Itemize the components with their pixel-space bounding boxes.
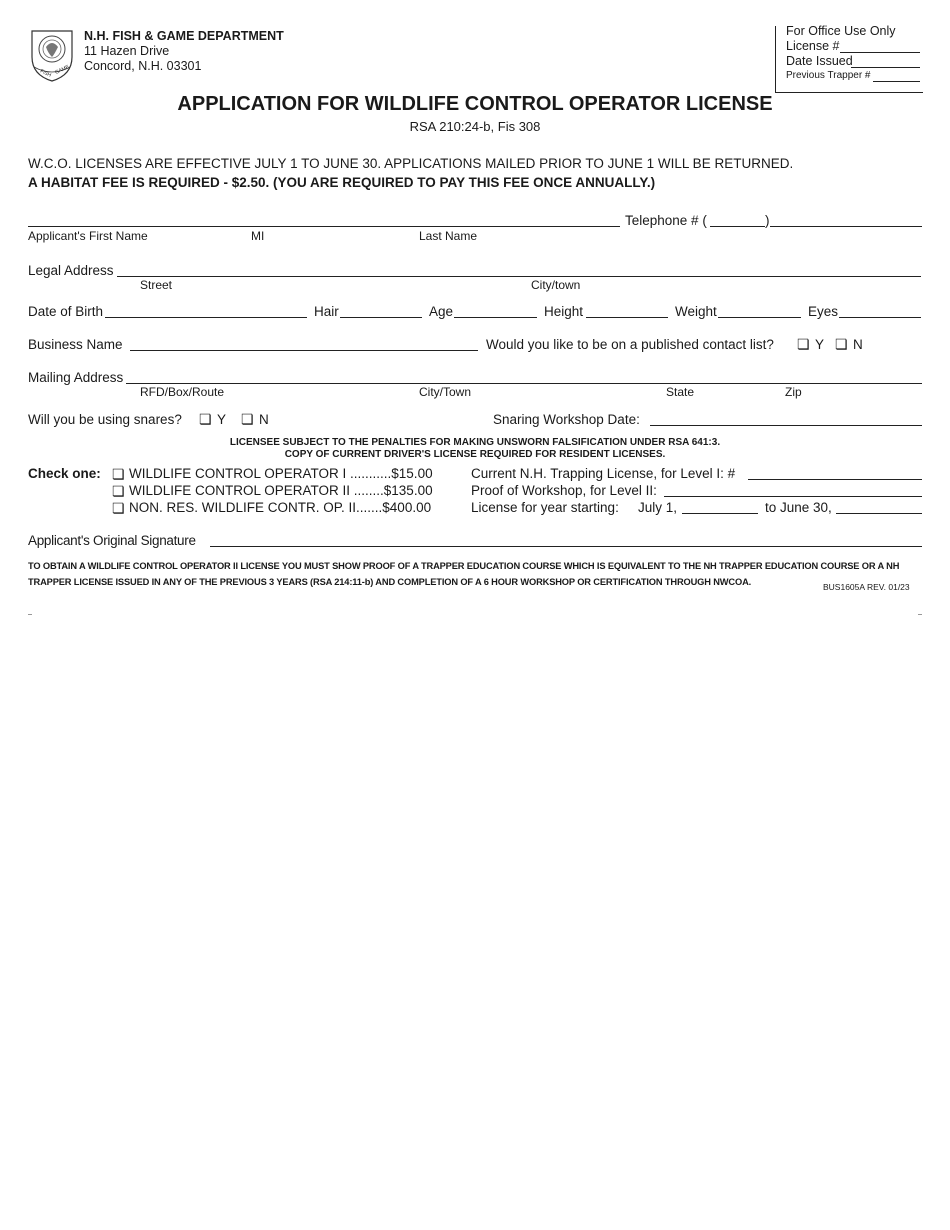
check-one-label: Check one: (28, 466, 101, 481)
wco-nonres-option: NON. RES. WILDLIFE CONTR. OP. II.......$400.00 (129, 500, 432, 515)
age-label: Age (429, 304, 454, 319)
july-label: July 1, (638, 500, 678, 515)
wco-1-option: WILDLIFE CONTROL OPERATOR I ...........$15.00 (129, 466, 433, 481)
workshop-proof-label: Proof of Workshop, for Level II: (471, 483, 657, 498)
business-name-label: Business Name (28, 337, 123, 352)
mailing-city-label: City/Town (419, 385, 472, 399)
snares-yes-label: Y (217, 412, 227, 427)
age-field[interactable] (454, 317, 537, 318)
height-label: Height (544, 304, 584, 319)
dept-name: N.H. FISH & GAME DEPARTMENT (84, 29, 284, 43)
july-year-field[interactable] (682, 513, 758, 514)
telephone-label: Telephone # ( (625, 213, 707, 228)
wco-1-checkbox[interactable]: ❏ (112, 466, 125, 482)
workshop-proof-field[interactable] (664, 496, 922, 497)
eyes-label: Eyes (808, 304, 839, 319)
department-seal (28, 27, 76, 83)
telephone-area-code-field[interactable] (710, 226, 765, 227)
office-use-title: For Office Use Only (786, 24, 896, 38)
svg-text:GAME: GAME (54, 64, 71, 76)
snares-no-label: N (259, 412, 269, 427)
legal-address-label: Legal Address (28, 263, 114, 278)
street-label: Street (140, 278, 173, 292)
footer-requirement-line2: TRAPPER LICENSE ISSUED IN ANY OF THE PREVIOUS 3 YEARS (RSA 214:11-b) AND COMPLETION OF A 6 HOUR WORKSHOP OR CERTIFICATION THROUGH NWCOA. (28, 577, 752, 587)
wco-nonres-checkbox[interactable]: ❏ (112, 500, 125, 516)
mailing-address-field[interactable] (126, 383, 922, 384)
office-prev-trapper-label: Previous Trapper # (786, 70, 871, 81)
june-label: to June 30, (765, 500, 832, 515)
svg-text:FISH: FISH (39, 68, 53, 79)
crop-mark-right (918, 614, 922, 615)
page-subtitle: RSA 210:24-b, Fis 308 (409, 119, 541, 134)
trapping-license-label: Current N.H. Trapping License, for Level I: # (471, 466, 736, 481)
dept-address-line1: 11 Hazen Drive (84, 44, 170, 58)
june-year-field[interactable] (836, 513, 922, 514)
telephone-close-paren: ) (765, 213, 770, 228)
signature-label: Applicant's Original Signature (28, 533, 196, 548)
city-town-label: City/town (531, 278, 581, 292)
workshop-date-label: Snaring Workshop Date: (493, 412, 640, 427)
weight-label: Weight (675, 304, 717, 319)
weight-field[interactable] (718, 317, 801, 318)
notice-effective: W.C.O. LICENSES ARE EFFECTIVE JULY 1 TO JUNE 30. APPLICATIONS MAILED PRIOR TO JUNE 1 WILL BE RETURNED. (28, 156, 794, 171)
contact-list-yes-checkbox[interactable]: ❏ (797, 336, 810, 352)
license-year-label: License for year starting: (471, 500, 619, 515)
contact-list-label: Would you like to be on a published contact list? (486, 337, 774, 352)
last-name-label: Last Name (419, 229, 478, 243)
telephone-number-field[interactable] (770, 226, 922, 227)
dept-address-line2: Concord, N.H. 03301 (84, 59, 202, 73)
crop-mark-left (28, 614, 32, 615)
office-license-label: License # (786, 39, 840, 53)
dob-field[interactable] (105, 317, 307, 318)
form-code: BUS1605A REV. 01/23 (823, 582, 910, 592)
office-license-field[interactable] (840, 52, 920, 53)
notice-habitat-fee: A HABITAT FEE IS REQUIRED - $2.50. (YOU ARE REQUIRED TO PAY THIS FEE ONCE ANNUALLY.) (28, 175, 656, 190)
contact-list-yes-label: Y (815, 337, 825, 352)
dob-label: Date of Birth (28, 304, 104, 319)
mailing-address-label: Mailing Address (28, 370, 124, 385)
hair-label: Hair (314, 304, 339, 319)
wco-2-option: WILDLIFE CONTROL OPERATOR II ........$135.00 (129, 483, 433, 498)
zip-label: Zip (785, 385, 802, 399)
height-field[interactable] (586, 317, 668, 318)
office-date-label: Date Issued (786, 54, 853, 68)
snares-label: Will you be using snares? (28, 412, 182, 427)
snares-no-checkbox[interactable]: ❏ (241, 411, 254, 427)
wco-2-checkbox[interactable]: ❏ (112, 483, 125, 499)
snares-yes-checkbox[interactable]: ❏ (199, 411, 212, 427)
applicant-name-field[interactable] (28, 226, 620, 227)
contact-list-no-checkbox[interactable]: ❏ (835, 336, 848, 352)
workshop-date-field[interactable] (650, 425, 922, 426)
contact-list-no-label: N (853, 337, 863, 352)
office-date-field[interactable] (851, 67, 920, 68)
signature-field[interactable] (210, 546, 922, 547)
eyes-field[interactable] (839, 317, 921, 318)
state-label: State (666, 385, 695, 399)
mi-label: MI (251, 229, 265, 243)
drivers-license-notice: COPY OF CURRENT DRIVER'S LICENSE REQUIRED FOR RESIDENT LICENSES. (284, 449, 666, 460)
seal-icon (28, 27, 76, 83)
hair-field[interactable] (340, 317, 422, 318)
rfd-label: RFD/Box/Route (140, 385, 225, 399)
legal-address-field[interactable] (117, 276, 921, 277)
trapping-license-field[interactable] (748, 479, 922, 480)
first-name-label: Applicant's First Name (28, 229, 148, 243)
business-name-field[interactable] (130, 350, 478, 351)
footer-requirement-line1: TO OBTAIN A WILDLIFE CONTROL OPERATOR II LICENSE YOU MUST SHOW PROOF OF A TRAPPER EDUCATION COURSE WHICH IS EQUIVALENT TO THE NH TRAPPER EDUCATION COURSE OR A NH (28, 561, 900, 571)
penalty-notice: LICENSEE SUBJECT TO THE PENALTIES FOR MAKING UNSWORN FALSIFICATION UNDER RSA 641:3. (229, 437, 721, 448)
office-prev-trapper-field[interactable] (873, 81, 920, 82)
page-title: APPLICATION FOR WILDLIFE CONTROL OPERATOR LICENSE (177, 93, 773, 115)
